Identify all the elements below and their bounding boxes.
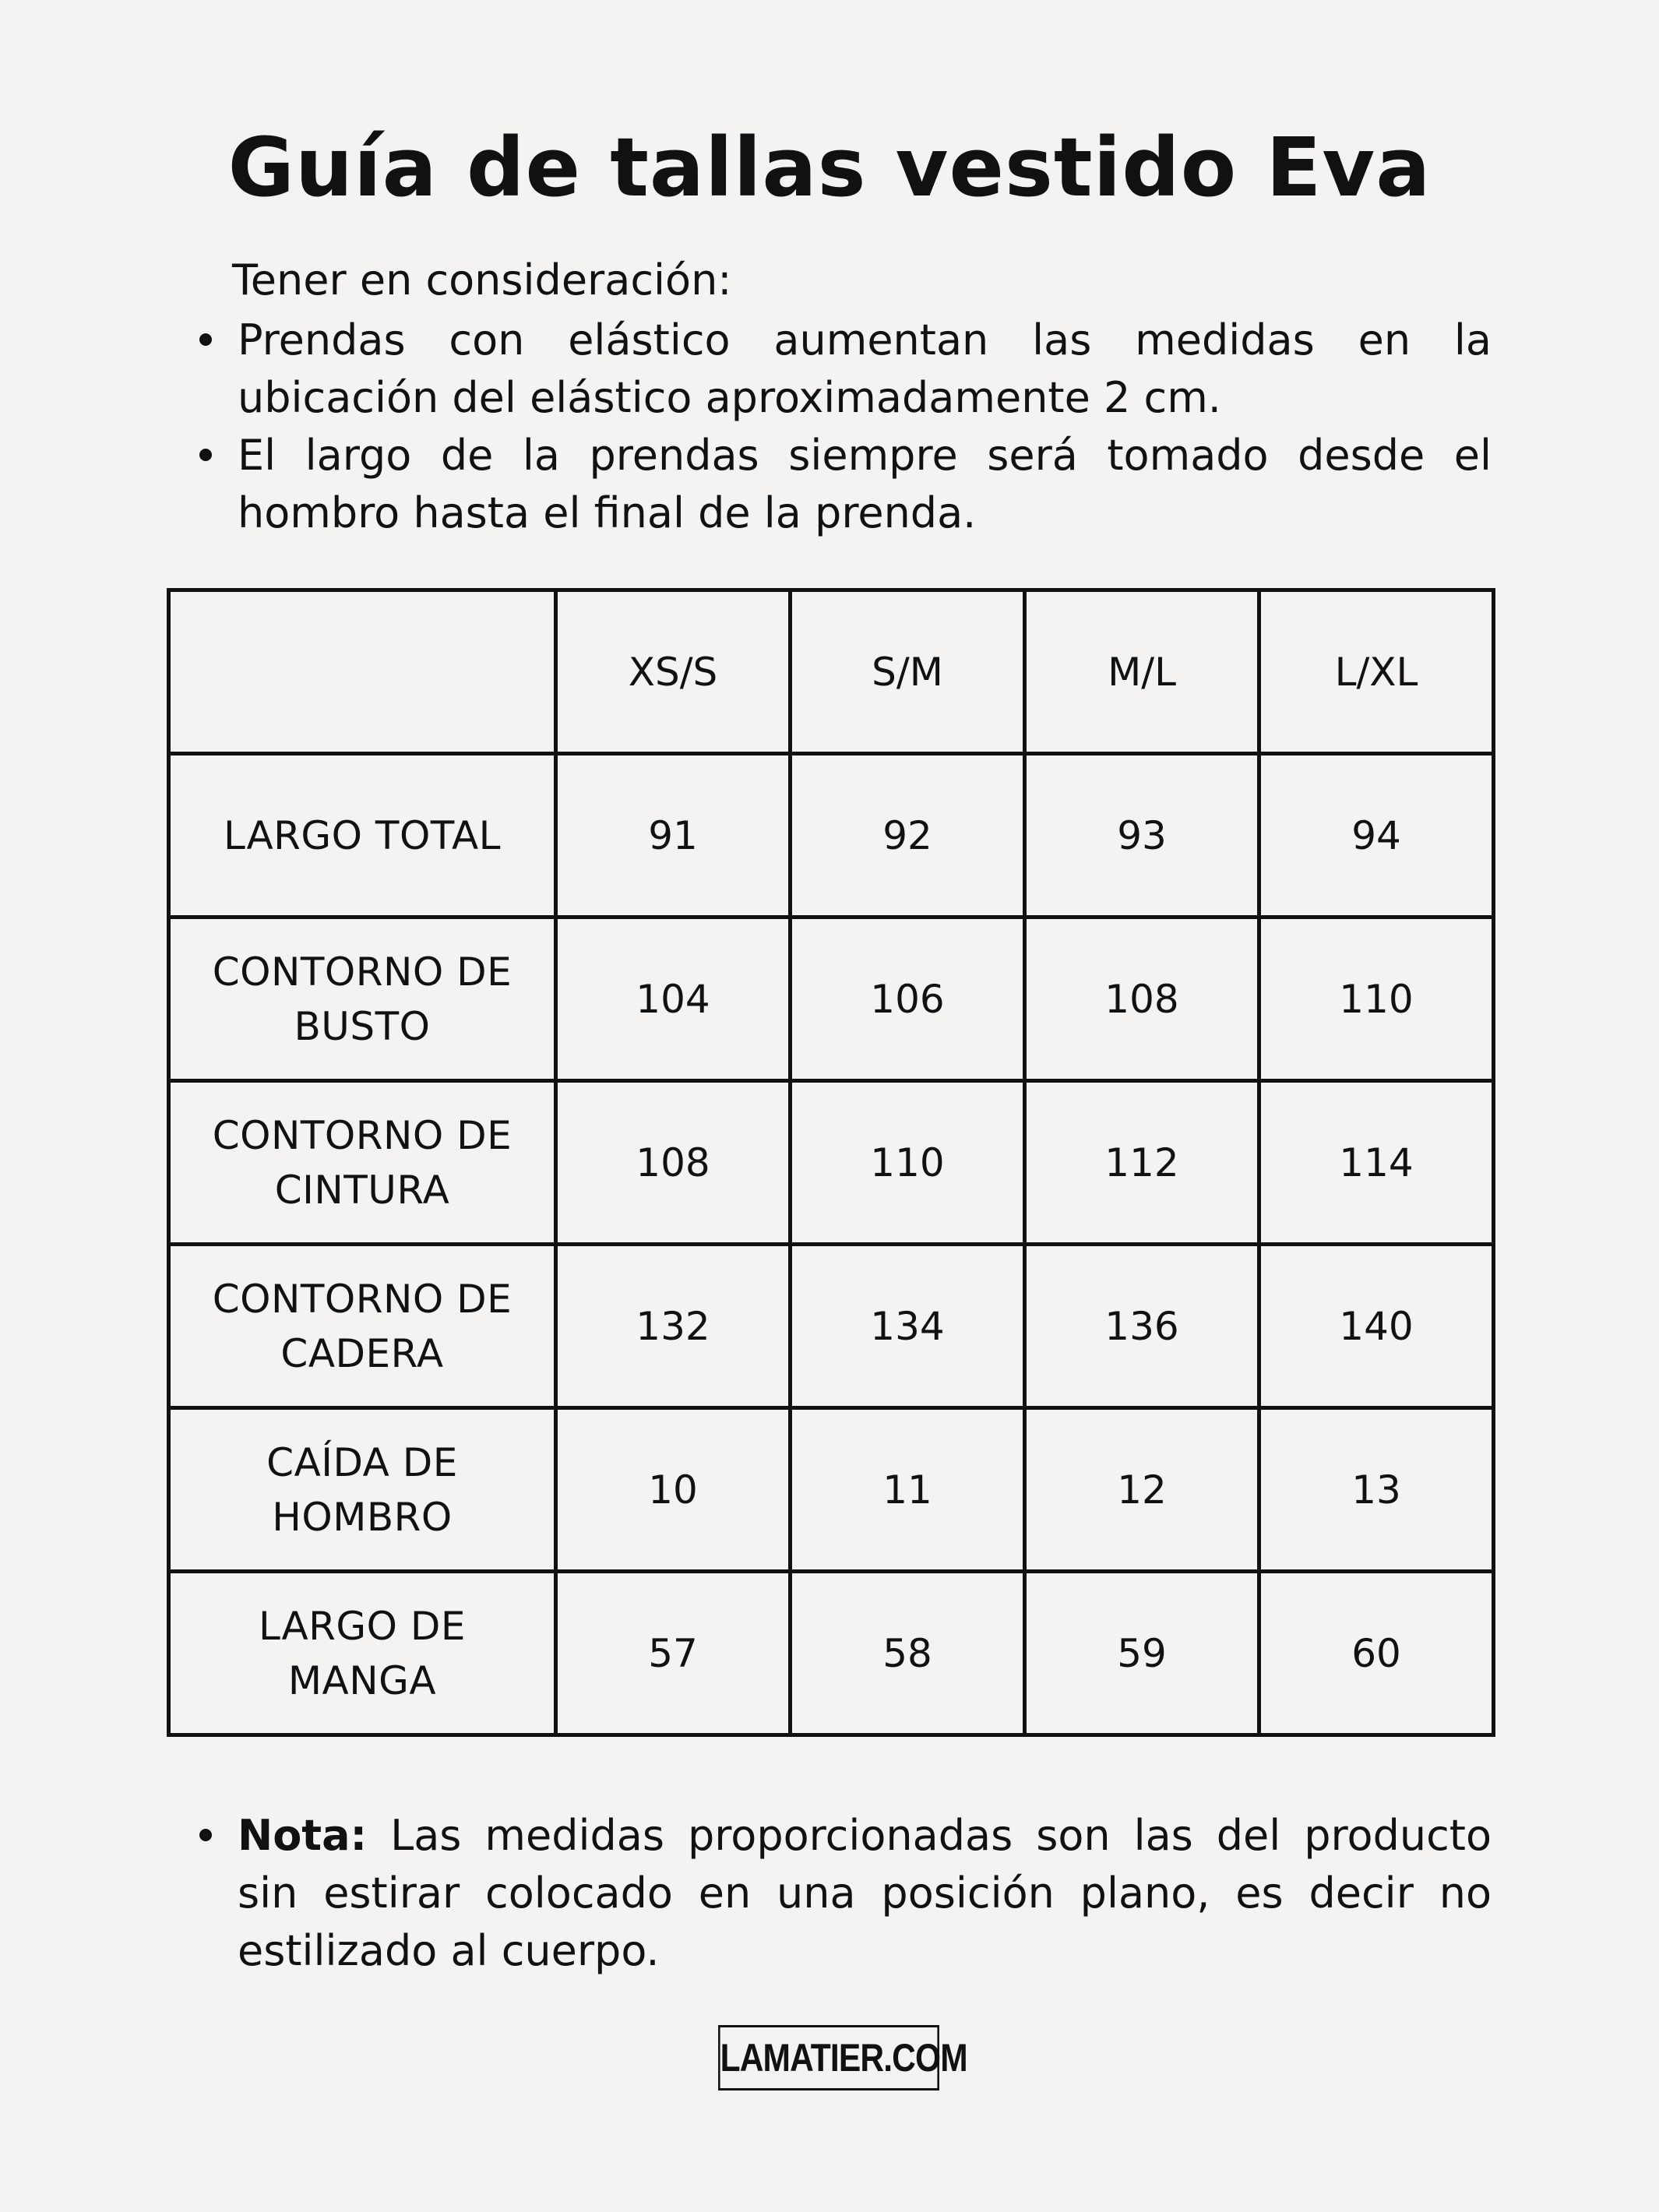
table-cell: 93	[1025, 754, 1259, 918]
note-text: Las medidas proporcionadas son las del producto sin estirar colocado en una posición plano, es decir no estilizado al cuerpo.	[238, 1811, 1492, 1975]
bullet-icon	[199, 449, 212, 461]
table-row	[169, 918, 1494, 1081]
table-cell: 112	[1025, 1081, 1259, 1245]
brand-logo[interactable]: LAMATIER.COM	[718, 2025, 939, 2090]
page-title: Guía de tallas vestido Eva	[227, 120, 1432, 215]
consideration-list	[195, 312, 1492, 542]
table-cell: 136	[1025, 1245, 1259, 1408]
note-list	[195, 1807, 1492, 1980]
note-item	[195, 1807, 1492, 1980]
row-label: CONTORNO DE CINTURA	[169, 1081, 556, 1245]
table-cell: 132	[556, 1245, 791, 1408]
list-item	[195, 427, 1492, 542]
size-header: L/XL	[1259, 590, 1494, 754]
table-cell: 108	[556, 1081, 791, 1245]
table-cell: 60	[1259, 1572, 1494, 1735]
row-label: CONTORNO DE CADERA	[169, 1245, 556, 1408]
bullet-icon	[199, 1829, 212, 1841]
table-cell: 106	[791, 918, 1025, 1081]
table-cell: 13	[1259, 1408, 1494, 1572]
table-cell: 140	[1259, 1245, 1494, 1408]
table-cell: 10	[556, 1408, 791, 1572]
size-header: S/M	[791, 590, 1025, 754]
bullet-icon	[199, 333, 212, 346]
table-row	[169, 1245, 1494, 1408]
table-row	[169, 1408, 1494, 1572]
size-table	[167, 588, 1495, 1737]
table-cell: 94	[1259, 754, 1494, 918]
table-cell: 108	[1025, 918, 1259, 1081]
row-label: LARGO TOTAL	[169, 754, 556, 918]
list-item	[195, 312, 1492, 427]
table-cell: 57	[556, 1572, 791, 1735]
intro-heading: Tener en consideración:	[232, 255, 732, 305]
table-row	[169, 754, 1494, 918]
table-row	[169, 1081, 1494, 1245]
table-cell: 110	[791, 1081, 1025, 1245]
table-cell: 110	[1259, 918, 1494, 1081]
bullet-text: El largo de la prendas siempre será tomado desde el hombro hasta el final de la prenda.	[238, 431, 1492, 537]
size-header: XS/S	[556, 590, 791, 754]
row-label: CONTORNO DE BUSTO	[169, 918, 556, 1081]
table-cell: 104	[556, 918, 791, 1081]
table-cell: 92	[791, 754, 1025, 918]
table-corner-cell	[169, 590, 556, 754]
table-cell: 11	[791, 1408, 1025, 1572]
row-label: LARGO DE MANGA	[169, 1572, 556, 1735]
table-cell: 91	[556, 754, 791, 918]
bullet-text: Prendas con elástico aumentan las medidas en la ubicación del elástico aproximadamente 2 cm.	[238, 315, 1492, 422]
table-cell: 58	[791, 1572, 1025, 1735]
row-label: CAÍDA DE HOMBRO	[169, 1408, 556, 1572]
table-row	[169, 1572, 1494, 1735]
size-header: M/L	[1025, 590, 1259, 754]
table-header-row	[169, 590, 1494, 754]
table-cell: 114	[1259, 1081, 1494, 1245]
table-cell: 12	[1025, 1408, 1259, 1572]
table-cell: 134	[791, 1245, 1025, 1408]
table-cell: 59	[1025, 1572, 1259, 1735]
note-label: Nota:	[238, 1811, 368, 1860]
